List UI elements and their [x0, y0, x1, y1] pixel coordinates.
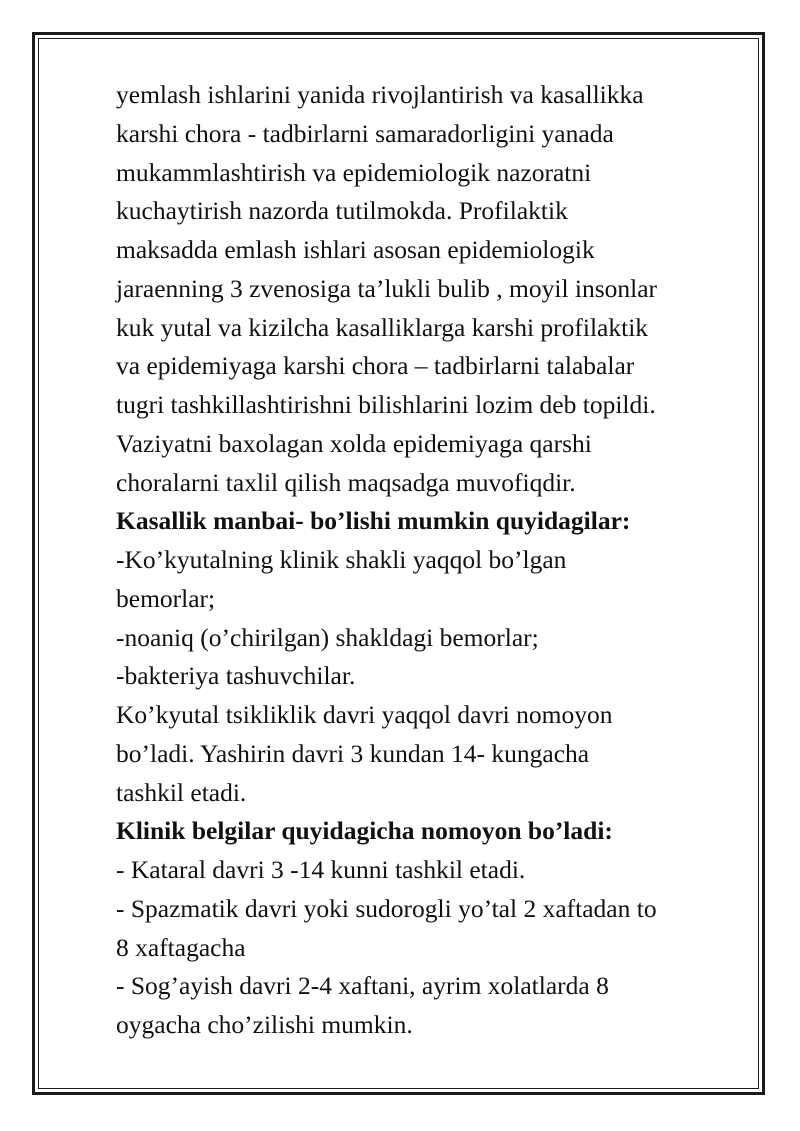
- list-item: -noaniq (o’chirilgan) shakldagi bemorlar;: [116, 622, 539, 652]
- text-line: bo’ladi. Yashirin davri 3 kundan 14- kungacha: [116, 738, 590, 768]
- list-item: - Kataral davri 3 -14 kunni tashkil etadi.: [116, 855, 526, 884]
- text-line: mukammlashtirish va epidemiologik nazoratni: [116, 157, 592, 187]
- section-heading-signs: Klinik belgilar quyidagicha nomoyon bo’ladi:: [116, 816, 613, 846]
- list-item: -bakteriya tashuvchilar.: [116, 661, 356, 691]
- text-line: Vaziyatni baxolagan xolda epidemiyaga qarshi: [116, 428, 592, 458]
- text-line: 8 xaftagacha: [116, 932, 246, 962]
- list-item: -Ko’kyutalning klinik shakli yaqqol bo’lgan: [116, 545, 567, 574]
- text-line: tugri tashkillashtirishni bilishlarini lozim deb topildi.: [116, 390, 656, 419]
- text-line: kuk yutal va kizilcha kasalliklarga karshi profilaktik: [116, 312, 649, 342]
- list-item: - Sog’ayish davri 2-4 xaftani, ayrim xolatlarda 8: [116, 971, 609, 1001]
- text-line: jaraenning 3 zvenosiga ta’lukli bulib , moyil insonlar: [116, 273, 658, 303]
- text-line: tashkil etadi.: [116, 777, 247, 807]
- section-heading-source: Kasallik manbai- bo’lishi mumkin quyidagilar:: [116, 506, 631, 536]
- text-line: kuchaytirish nazorda tutilmokda. Profilaktik: [116, 196, 568, 226]
- text-line: maksadda emlash ishlari asosan epidemiologik: [116, 235, 595, 264]
- text-line: va epidemiyaga karshi chora – tadbirlarni talabalar: [116, 351, 635, 381]
- text-line: karshi chora - tadbirlarni samaradorligini yanada: [116, 118, 614, 148]
- text-line: oygacha cho’zilishi mumkin.: [116, 1010, 413, 1039]
- document-body: [116, 76, 756, 1045]
- text-line: yemlash ishlarini yanida rivojlantirish va kasallikka: [116, 80, 644, 109]
- text-line: choralarni taxlil qilish maqsadga muvofiqdir.: [116, 467, 576, 497]
- text-line: bemorlar;: [116, 583, 216, 613]
- text-line: Ko’kyutal tsikliklik davri yaqqol davri nomoyon: [116, 700, 613, 729]
- list-item: - Spazmatik davri yoki sudorogli yo’tal 2 xaftadan to: [116, 893, 657, 923]
